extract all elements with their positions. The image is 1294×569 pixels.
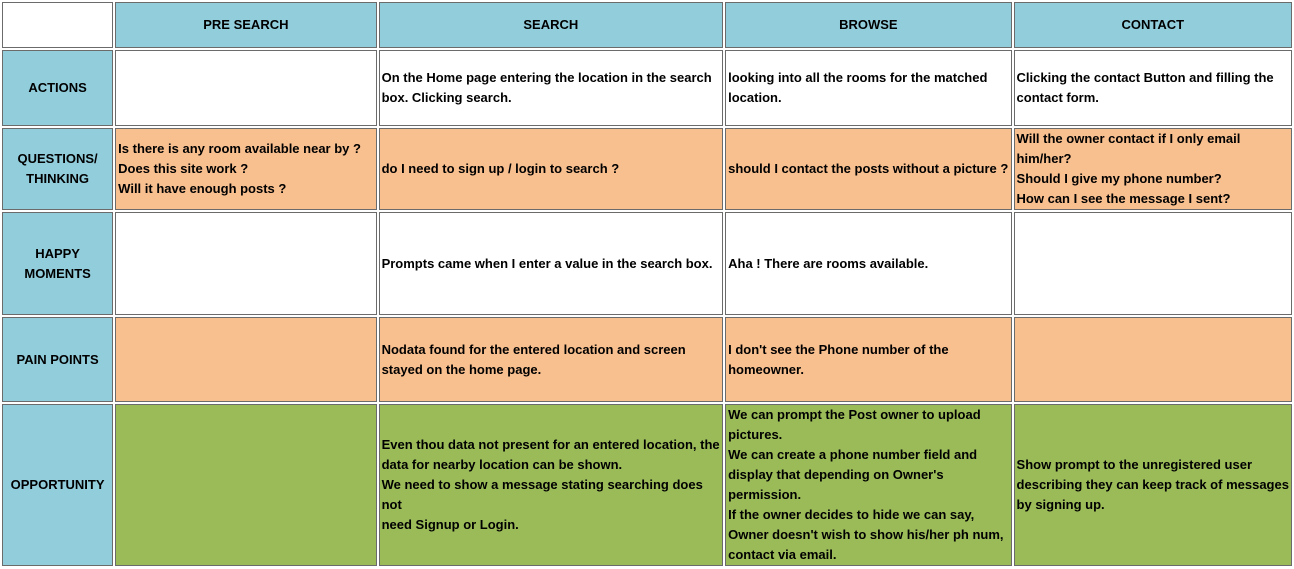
cell-pain-browse [725,317,1011,402]
cell-text-line: Aha ! There are rooms available. [728,255,929,271]
cell-text-line: Clicking the contact Button and filling the [1016,70,1274,85]
cell-text-line: Even thou data not present for an entered location, the [381,437,720,452]
column-header-pre-search: PRE SEARCH [115,2,376,48]
cell-text-line: Will the owner contact if I only email [1016,131,1241,146]
cell-opportunity-contact [1014,404,1292,566]
row-label-line: QUESTIONS/ [17,151,98,166]
row-label-happy-moments [2,212,113,315]
header-row [2,2,1292,48]
row-label-opportunity: OPPORTUNITY [2,404,113,566]
cell-text-line: Will it have enough posts ? [118,181,287,196]
cell-text-line: pictures. [728,427,783,442]
row-pain-points [2,317,1292,402]
cell-text-line: Nodata found for the entered location and screen [381,341,686,357]
cell-text-line: need Signup or Login. [381,517,519,532]
cell-text-line: We can prompt the Post owner to upload [728,407,981,422]
cell-text-line: him/her? [1016,151,1072,166]
cell-text-line: I don't see the Phone number of the [728,341,949,357]
cell-text-line: If the owner decides to hide we can say, [728,507,975,522]
row-label-questions-thinking [2,128,113,210]
cell-actions-pre-search [115,50,376,126]
column-header-contact: CONTACT [1014,2,1292,48]
row-label-line: MOMENTS [24,265,91,281]
cell-text-line: data for nearby location can be shown. [381,457,623,472]
cell-text-line: Does this site work ? [118,161,249,176]
cell-text-line: location. [728,90,782,105]
cell-pain-search [379,317,724,402]
cell-text-line: looking into all the rooms for the matched [728,70,988,85]
cell-text-line: describing they can keep track of messages [1016,477,1289,492]
column-header-browse: BROWSE [725,2,1011,48]
cell-text-line: permission. [728,487,802,502]
cell-text-line: On the Home page entering the location in the search [381,70,712,85]
cell-text-line: contact via email. [728,547,837,562]
cell-text-line: Show prompt to the unregistered user [1016,457,1253,472]
cell-text-line: How can I see the message I sent? [1016,191,1231,206]
row-actions [2,50,1292,126]
cell-text-line: do I need to sign up / login to search ? [381,161,620,176]
cell-text-line: display that depending on Owner's [728,467,944,482]
cell-text-line: should I contact the posts without a picture ? [728,161,1009,176]
cell-text-line: homeowner. [728,361,804,377]
row-opportunity [2,404,1292,566]
cell-text-line: Owner doesn't wish to show his/her ph num, [728,527,1004,542]
cell-text-line: stayed on the home page. [381,361,542,377]
row-label-pain-points: PAIN POINTS [2,317,113,402]
row-label-line: THINKING [26,171,89,186]
cell-pain-pre-search [115,317,376,402]
cell-questions-contact [1014,128,1292,210]
cell-text-line: by signing up. [1016,497,1105,512]
cell-text-line: Should I give my phone number? [1016,171,1222,186]
cell-questions-pre-search [115,128,376,210]
cell-text-line: Prompts came when I enter a value in the search box. [381,255,713,271]
cell-questions-browse [725,128,1011,210]
cell-opportunity-pre-search [115,404,376,566]
column-header-search: SEARCH [379,2,724,48]
cell-text-line: We need to show a message stating searching does not [381,477,703,512]
cell-opportunity-search [379,404,724,566]
row-happy-moments [2,212,1292,315]
cell-text-line: contact form. [1016,90,1099,105]
cell-happy-search [379,212,724,315]
cell-happy-pre-search [115,212,376,315]
cell-text-line: box. Clicking search. [381,90,512,105]
cell-pain-contact [1014,317,1292,402]
cell-happy-browse [725,212,1011,315]
row-label-actions: ACTIONS [2,50,113,126]
cell-happy-contact [1014,212,1292,315]
row-label-line: HAPPY [35,245,80,261]
corner-cell [2,2,113,48]
cell-actions-search [379,50,724,126]
cell-text-line: Is there is any room available near by ? [118,141,361,156]
cell-opportunity-browse [725,404,1011,566]
cell-text-line: We can create a phone number field and [728,447,978,462]
cell-actions-browse [725,50,1011,126]
cell-actions-contact [1014,50,1292,126]
cell-questions-search [379,128,724,210]
row-questions-thinking [2,128,1292,210]
